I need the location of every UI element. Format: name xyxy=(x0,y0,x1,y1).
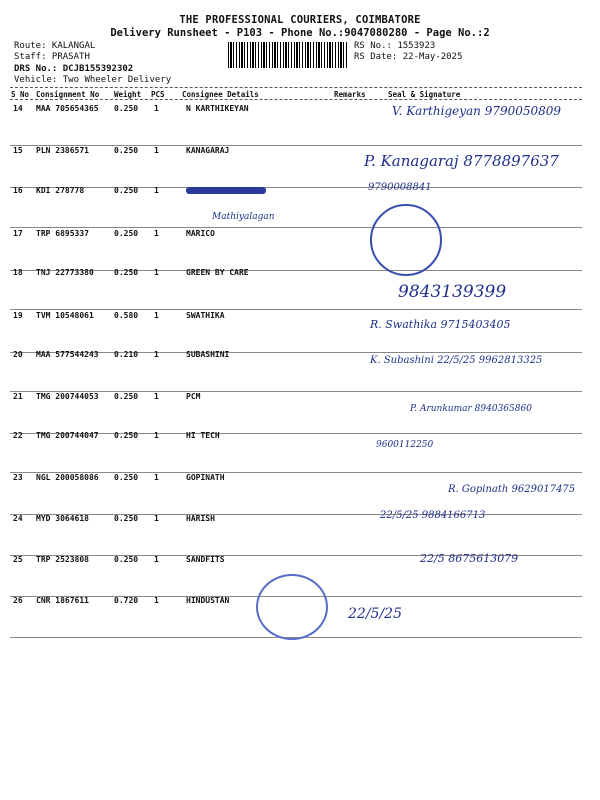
row-weight: 0.720 xyxy=(114,596,139,605)
row-pcs: 1 xyxy=(154,392,159,401)
handwritten-signature: 22/5 8675613079 xyxy=(420,552,519,565)
row-weight: 0.250 xyxy=(114,514,139,523)
handwritten-signature: R. Swathika 9715403405 xyxy=(370,318,511,331)
row-consignee: KANAGARAJ xyxy=(186,146,230,155)
drs-number: DRS No.: DCJB155392302 xyxy=(14,64,134,74)
row-sno: 18 xyxy=(13,268,23,277)
handwritten-signature: K. Subashini 22/5/25 9962813325 xyxy=(370,355,543,366)
row-weight: 0.250 xyxy=(114,146,139,155)
row-pcs: 1 xyxy=(154,229,159,238)
handwritten-signature: P. Kanagaraj 8778897637 xyxy=(364,152,559,170)
row-pcs: 1 xyxy=(154,268,159,277)
handwritten-signature: Mathiyalagan xyxy=(212,212,275,222)
table-row xyxy=(0,186,600,228)
row-weight: 0.250 xyxy=(114,229,139,238)
row-sno: 20 xyxy=(13,350,23,359)
handwritten-signature: R. Gopinath 9629017475 xyxy=(448,484,576,495)
row-weight: 0.580 xyxy=(114,311,139,320)
table-row xyxy=(0,268,600,310)
row-weight: 0.250 xyxy=(114,186,139,195)
row-weight: 0.210 xyxy=(114,350,139,359)
handwritten-signature: V. Karthigeyan 9790050809 xyxy=(392,104,562,118)
handwritten-signature: P. Arunkumar 8940365860 xyxy=(410,404,532,414)
row-pcs: 1 xyxy=(154,431,159,440)
row-sno: 21 xyxy=(13,392,23,401)
runsheet-subtitle: Delivery Runsheet - P103 - Phone No.:9047080280 - Page No.:2 xyxy=(110,27,490,39)
row-consignee: GREEN BY CARE xyxy=(186,268,249,277)
row-sno: 17 xyxy=(13,229,23,238)
row-consignment: TRP 2523808 xyxy=(36,555,89,564)
row-divider xyxy=(10,227,582,228)
row-consignment: PLN 2386571 xyxy=(36,146,89,155)
header-top-rule xyxy=(10,87,582,88)
row-weight: 0.250 xyxy=(114,392,139,401)
row-consignee: HARISH xyxy=(186,514,215,523)
row-sno: 19 xyxy=(13,311,23,320)
scribbled-out-name xyxy=(186,187,266,194)
table-row xyxy=(0,229,600,271)
row-consignment: TVM 10548061 xyxy=(36,311,94,320)
row-consignment: CNR 1867611 xyxy=(36,596,89,605)
table-row xyxy=(0,431,600,473)
col-consignment: Consignment No xyxy=(36,90,100,99)
rs-number: RS No.: 1553923 xyxy=(354,41,436,51)
row-consignment: MAA 705654365 xyxy=(36,104,99,113)
row-pcs: 1 xyxy=(154,555,159,564)
row-weight: 0.250 xyxy=(114,473,139,482)
row-pcs: 1 xyxy=(154,104,159,113)
row-consignee: SWATHIKA xyxy=(186,311,225,320)
row-consignee: SANDFITS xyxy=(186,555,225,564)
row-consignment: TMG 200744047 xyxy=(36,431,99,440)
row-consignment: MYD 3064618 xyxy=(36,514,89,523)
staff-info: Staff: PRASATH xyxy=(14,52,90,62)
row-pcs: 1 xyxy=(154,473,159,482)
table-row xyxy=(0,514,600,556)
row-sno: 23 xyxy=(13,473,23,482)
row-consignment: TMG 200744053 xyxy=(36,392,99,401)
receiver-seal-stamp xyxy=(256,574,328,640)
row-consignment: NGL 200058086 xyxy=(36,473,99,482)
row-weight: 0.250 xyxy=(114,555,139,564)
company-title: THE PROFESSIONAL COURIERS, COIMBATORE xyxy=(179,14,421,26)
row-sno: 14 xyxy=(13,104,23,113)
route-info: Route: KALANGAL xyxy=(14,41,96,51)
col-sno: S No xyxy=(11,90,30,99)
row-consignment: MAA 577544243 xyxy=(36,350,99,359)
vehicle-info: Vehicle: Two Wheeler Delivery xyxy=(14,75,172,85)
col-consignee: Consignee Details xyxy=(182,90,259,99)
row-consignment: KDI 278778 xyxy=(36,186,85,195)
row-pcs: 1 xyxy=(154,186,159,195)
row-pcs: 1 xyxy=(154,146,159,155)
handwritten-signature: 9843139399 xyxy=(398,282,507,302)
handwritten-signature: 22/5/25 xyxy=(348,606,402,622)
rs-date: RS Date: 22-May-2025 xyxy=(354,52,463,62)
handwritten-signature: 22/5/25 9884166713 xyxy=(380,510,486,521)
row-divider xyxy=(10,309,582,310)
row-consignment: TRP 6895337 xyxy=(36,229,89,238)
row-pcs: 1 xyxy=(154,311,159,320)
row-sno: 25 xyxy=(13,555,23,564)
row-consignment: TNJ 22773380 xyxy=(36,268,94,277)
row-sno: 26 xyxy=(13,596,23,605)
col-remarks: Remarks xyxy=(334,90,366,99)
row-pcs: 1 xyxy=(154,350,159,359)
col-seal-signature: Seal & Signature xyxy=(388,90,461,99)
row-consignee: GOPINATH xyxy=(186,473,225,482)
col-weight: Weight xyxy=(114,90,142,99)
row-sno: 22 xyxy=(13,431,23,440)
row-pcs: 1 xyxy=(154,596,159,605)
company-seal-stamp xyxy=(370,204,442,276)
handwritten-signature: 9790008841 xyxy=(368,182,432,193)
row-sno: 15 xyxy=(13,146,23,155)
row-consignee: MARICO xyxy=(186,229,215,238)
header-bottom-rule xyxy=(10,99,582,100)
row-consignee: N KARTHIKEYAN xyxy=(186,104,249,113)
row-consignee: SUBASHINI xyxy=(186,350,230,359)
row-consignee: HI TECH xyxy=(186,431,220,440)
row-pcs: 1 xyxy=(154,514,159,523)
handwritten-signature: 9600112250 xyxy=(376,440,434,450)
row-consignee: PCM xyxy=(186,392,201,401)
row-consignee: HINDUSTAN xyxy=(186,596,230,605)
row-sno: 24 xyxy=(13,514,23,523)
row-weight: 0.250 xyxy=(114,104,139,113)
row-sno: 16 xyxy=(13,186,23,195)
row-weight: 0.250 xyxy=(114,268,139,277)
row-weight: 0.250 xyxy=(114,431,139,440)
col-pcs: PCS xyxy=(151,90,165,99)
runsheet-barcode xyxy=(228,42,348,68)
